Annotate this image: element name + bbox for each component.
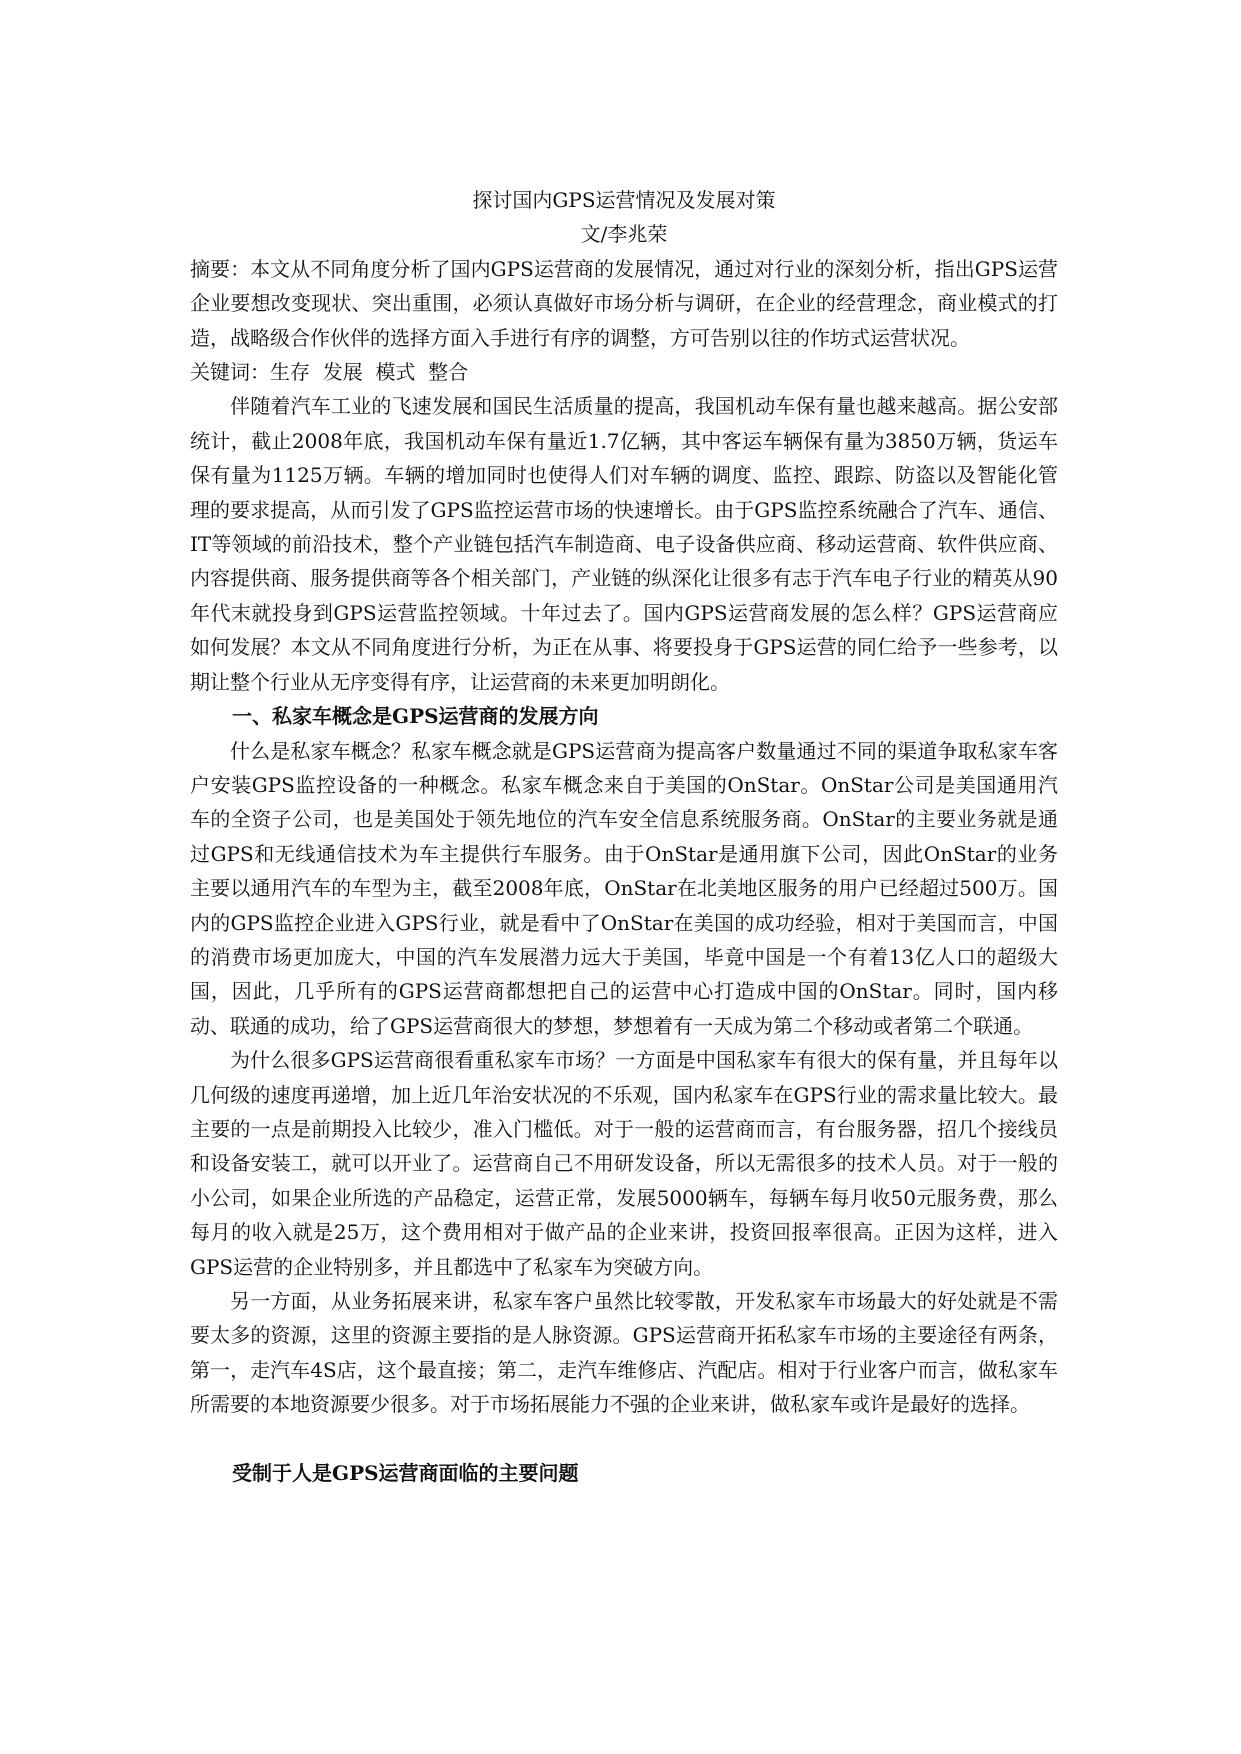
abstract-paragraph: 摘要：本文从不同角度分析了国内GPS运营商的发展情况，通过对行业的深刻分析，指出GPS运营企业要想改变现状、突出重围，必须认真做好市场分析与调研，在企业的经营理念，商业模式的打造，战略级合作伙伴的选择方面入手进行有序的调整，方可告别以往的作坊式运营状况。 [190, 256, 1058, 350]
section-1-paragraph-2: 为什么很多GPS运营商很看重私家车市场？一方面是中国私家车有很大的保有量，并且每年以几何级的速度再递增，加上近几年治安状况的不乐观，国内私家车在GPS行业的需求量比较大。最主要的一点是前期投入比较少，准入门槛低。对于一般的运营商而言，有台服务器，招几个接线员和设备安装工，就可以开业了。运营商自己不用研发设备，所以无需很多的技术人员。对于一般的小公司，如果企业所选的产品稳定，运营正常，发展5000辆车，每辆车每月收50元服务费，那么每月的收入就是25万，这个费用相对于做产品的企业来讲，投资回报率很高。正因为这样，进入GPS运营的企业特别多，并且都选中了私家车为突破方向。 [190, 1048, 1058, 1279]
section-1-heading: 一、私家车概念是GPS运营商的发展方向 [232, 704, 599, 729]
section-1-paragraph-3: 另一方面，从业务拓展来讲，私家车客户虽然比较零散，开发私家车市场最大的好处就是不需要太多的资源，这里的资源主要指的是人脉资源。GPS运营商开拓私家车市场的主要途径有两条，第一，走汽车4S店，这个最直接；第二，走汽车维修店、汽配店。相对于行业客户而言，做私家车所需要的本地资源要少很多。对于市场拓展能力不强的企业来讲，做私家车或许是最好的选择。 [190, 1289, 1058, 1417]
document-title: 探讨国内GPS运营情况及发展对策 [472, 188, 776, 212]
document-body [190, 183, 1058, 1490]
keywords-line: 关键词：生存 发展 模式 整合 [190, 360, 469, 385]
section-2-heading: 受制于人是GPS运营商面临的主要问题 [232, 1460, 579, 1485]
document-author: 文/李兆荣 [580, 222, 668, 247]
intro-paragraph: 伴随着汽车工业的飞速发展和国民生活质量的提高，我国机动车保有量也越来越高。据公安部统计，截止2008年底，我国机动车保有量近1.7亿辆，其中客运车辆保有量为3850万辆，货运车保有量为1125万辆。车辆的增加同时也使得人们对车辆的调度、监控、跟踪、防盗以及智能化管理的要求提高，从而引发了GPS监控运营市场的快速增长。由于GPS监控系统融合了汽车、通信、IT等领域的前沿技术，整个产业链包括汽车制造商、电子设备供应商、移动运营商、软件供应商、内容提供商、服务提供商等各个相关部门，产业链的纵深化让很多有志于汽车电子行业的精英从90年代末就投身到GPS运营监控领域。十年过去了。国内GPS运营商发展的怎么样？GPS运营商应如何发展？本文从不同角度进行分析，为正在从事、将要投身于GPS运营的同仁给予一些参考，以期让整个行业从无序变得有序，让运营商的未来更加明朗化。 [190, 394, 1058, 694]
section-1-paragraph-1: 什么是私家车概念？私家车概念就是GPS运营商为提高客户数量通过不同的渠道争取私家车客户安装GPS监控设备的一种概念。私家车概念来自于美国的OnStar。OnStar公司是美国通用汽车的全资子公司，也是美国处于领先地位的汽车安全信息系统服务商。OnStar的主要业务就是通过GPS和无线通信技术为车主提供行车服务。由于OnStar是通用旗下公司，因此OnStar的业务主要以通用汽车的车型为主，截至2008年底，OnStar在北美地区服务的用户已经超过500万。国内的GPS监控企业进入GPS行业，就是看中了OnStar在美国的成功经验，相对于美国而言，中国的消费市场更加庞大，中国的汽车发展潜力远大于美国，毕竟中国是一个有着13亿人口的超级大国，因此，几乎所有的GPS运营商都想把自己的运营中心打造成中国的OnStar。同时，国内移动、联通的成功，给了GPS运营商很大的梦想，梦想着有一天成为第二个移动或者第二个联通。 [190, 738, 1058, 1038]
